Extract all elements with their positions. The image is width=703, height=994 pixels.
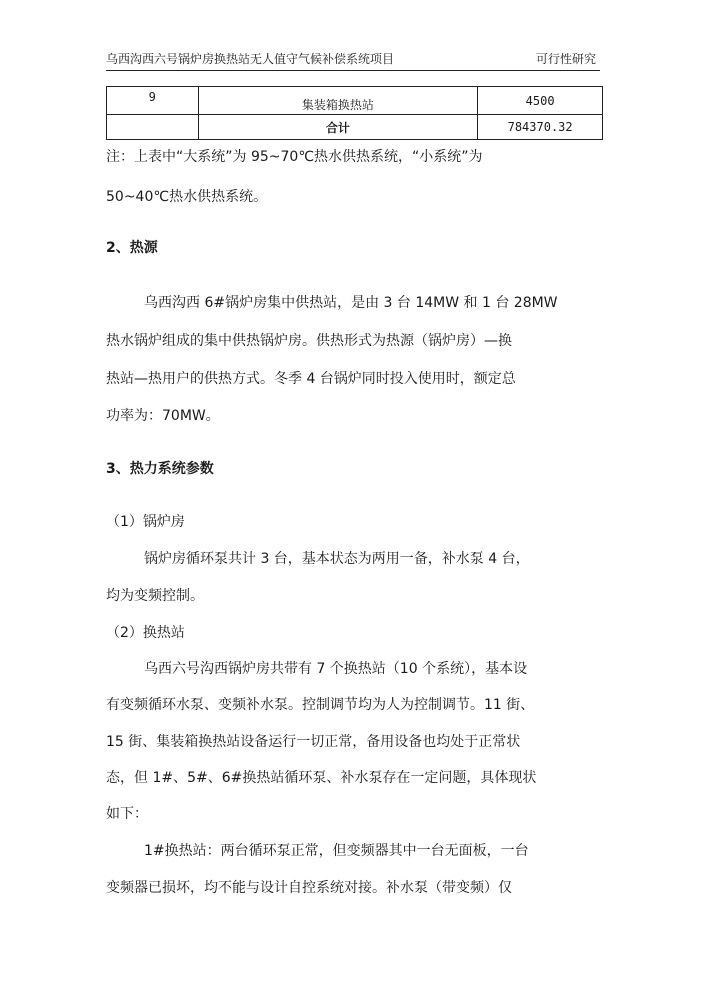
station-line-3: 15 街、集装箱换热站设备运行一切正常，备用设备也均处于正常状 — [106, 734, 521, 750]
page-header — [106, 50, 600, 71]
table-total-label: 合计 — [198, 115, 478, 140]
table-cell-empty — [107, 115, 199, 140]
station-line-2: 有变频循环水泵、变频补水泵。控制调节均为人为控制调节。11 街、 — [106, 697, 535, 713]
document-section: 可行性研究 — [535, 52, 596, 66]
heat-source-line-1: 乌西沟西 6#锅炉房集中供热站，是由 3 台 14MW 和 1 台 28MW — [144, 295, 558, 311]
table-row — [107, 87, 603, 115]
note-line-1: 注：上表中“大系统”为 95~70℃热水供热系统，“小系统”为 — [106, 149, 483, 165]
heading-thermal-params: 3、热力系统参数 — [106, 461, 214, 477]
document-title: 乌西沟西六号锅炉房换热站无人值守气候补偿系统项目 — [106, 52, 395, 66]
table-total-row — [107, 115, 603, 140]
station1-line-2: 变频器已损坏，均不能与设计自控系统对接。补水泵（带变频）仅 — [106, 880, 512, 896]
heat-source-line-3: 热站—热用户的供热方式。冬季 4 台锅炉同时投入使用时，额定总 — [106, 371, 516, 387]
heat-source-line-4: 功率为：70MW。 — [106, 408, 220, 424]
heading-heat-source: 2、热源 — [106, 240, 158, 256]
station1-line-1: 1#换热站：两台循环泵正常，但变频器其中一台无面板，一台 — [144, 843, 529, 859]
station-line-4: 态，但 1#、5#、6#换热站循环泵、补水泵存在一定问题，具体现状 — [106, 770, 537, 786]
cost-table — [106, 86, 603, 140]
station-line-5: 如下： — [106, 806, 148, 822]
table-cell-name: 集装箱换热站 — [198, 87, 478, 115]
boiler-line-1: 锅炉房循环泵共计 3 台，基本状态为两用一备，补水泵 4 台， — [144, 551, 530, 567]
subheading-station: （2）换热站 — [106, 625, 185, 641]
table-total-value: 784370.32 — [478, 115, 603, 140]
heat-source-line-2: 热水锅炉组成的集中供热锅炉房。供热形式为热源（锅炉房）—换 — [106, 333, 512, 349]
subheading-boiler: （1）锅炉房 — [106, 514, 185, 530]
station-line-1: 乌西六号沟西锅炉房共带有 7 个换热站（10 个系统），基本设 — [144, 661, 528, 677]
table-cell-value: 4500 — [478, 87, 603, 115]
table-cell-no: 9 — [107, 87, 199, 115]
boiler-line-2: 均为变频控制。 — [106, 588, 204, 604]
note-line-2: 50~40℃热水供热系统。 — [106, 189, 268, 205]
